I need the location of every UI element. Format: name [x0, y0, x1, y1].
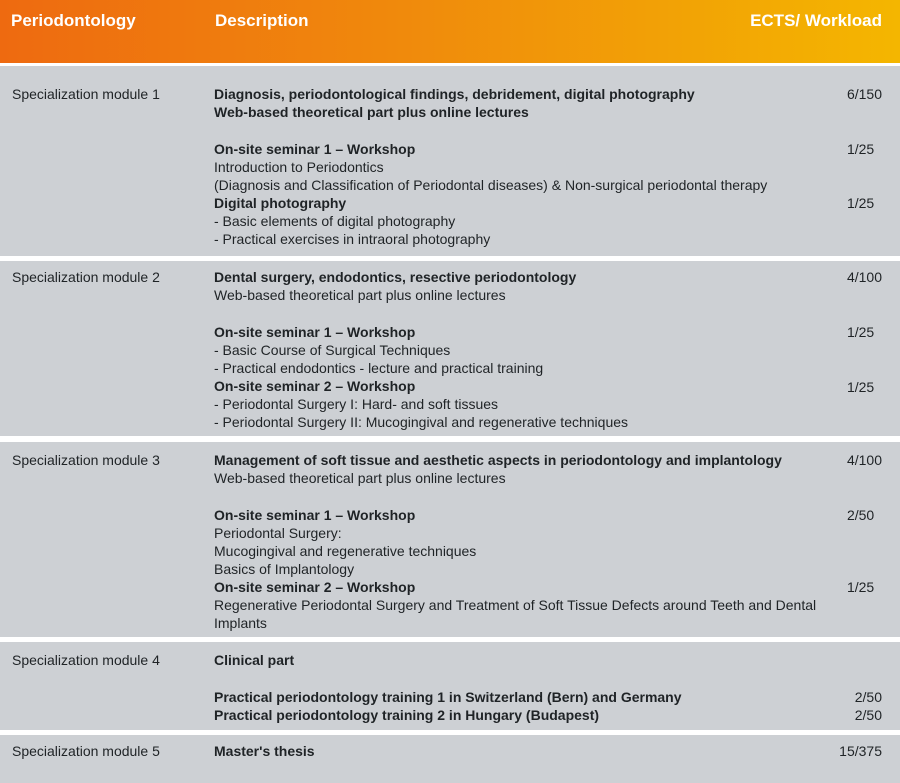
module-row-3: [0, 442, 900, 637]
module-ects: [855, 651, 882, 724]
module-label: Specialization module 3: [12, 452, 160, 468]
module-row-1: [0, 66, 900, 256]
ects-value: 1/25: [846, 141, 875, 157]
module-label: Specialization module 1: [12, 86, 160, 102]
ects-value: 15/375: [839, 743, 882, 759]
ects-value: 1/25: [846, 324, 875, 340]
table-header: [0, 0, 900, 63]
module-ects: [847, 451, 882, 596]
module-description: [214, 651, 824, 724]
ects-value: 4/100: [846, 452, 882, 468]
ects-value: 2/50: [854, 689, 882, 705]
seminar-title: On-site seminar 2 – Workshop: [214, 579, 416, 595]
seminar-line: Periodontal Surgery:: [214, 525, 342, 541]
training-line: Practical periodontology training 1 in Switzerland (Bern) and Germany: [214, 689, 682, 705]
training-line: Practical periodontology training 2 in Hungary (Budapest): [214, 707, 600, 723]
module-row-2: [0, 261, 900, 436]
module-main-subtitle: Web-based theoretical part plus online lectures: [214, 470, 506, 486]
header-description: Description: [215, 11, 309, 30]
module-description: [214, 85, 824, 248]
module-main-subtitle: Web-based theoretical part plus online lectures: [214, 104, 529, 120]
seminar-title: On-site seminar 1 – Workshop: [214, 507, 416, 523]
module-main-title: Diagnosis, periodontological findings, debridement, digital photography: [214, 86, 695, 102]
module-label: Specialization module 5: [12, 743, 160, 759]
ects-value: 6/150: [846, 86, 882, 102]
header-periodontology: Periodontology: [11, 11, 136, 30]
seminar-title: On-site seminar 1 – Workshop: [214, 324, 416, 340]
ects-value: 1/25: [846, 195, 875, 211]
module-main-title: Clinical part: [214, 652, 295, 668]
ects-value: 2/50: [854, 707, 882, 723]
ects-value: 1/25: [846, 379, 875, 395]
seminar-line: - Basic Course of Surgical Techniques: [214, 342, 451, 358]
seminar-line: Introduction to Periodontics: [214, 159, 384, 175]
module-description: [214, 451, 824, 632]
seminar-title: On-site seminar 1 – Workshop: [214, 141, 416, 157]
module-ects: [847, 85, 882, 212]
module-ects: [847, 268, 882, 396]
ects-value: 2/50: [846, 507, 875, 523]
seminar-line: Regenerative Periodontal Surgery and Treatment of Soft Tissue Defects around Teeth and Dental Implants: [214, 597, 817, 631]
module-main-title: Dental surgery, endodontics, resective periodontology: [214, 269, 577, 285]
seminar-title: Digital photography: [214, 195, 347, 211]
module-label: Specialization module 4: [12, 652, 160, 668]
module-main-subtitle: Web-based theoretical part plus online lectures: [214, 287, 506, 303]
seminar-line: - Practical endodontics - lecture and practical training: [214, 360, 544, 376]
module-main-title: Master's thesis: [214, 743, 315, 759]
seminar-line: - Basic elements of digital photography: [214, 213, 456, 229]
module-row-5: [0, 735, 900, 783]
seminar-line: Mucogingival and regenerative techniques: [214, 543, 477, 559]
module-label: Specialization module 2: [12, 269, 160, 285]
header-ects-workload: ECTS/ Workload: [750, 11, 882, 30]
seminar-line: (Diagnosis and Classification of Periodontal diseases) & Non-surgical periodontal therapy: [214, 177, 768, 193]
seminar-line: - Practical exercises in intraoral photography: [214, 231, 491, 247]
seminar-title: On-site seminar 2 – Workshop: [214, 378, 416, 394]
module-main-title: Management of soft tissue and aesthetic aspects in periodontology and implantology: [214, 452, 782, 468]
ects-value: 1/25: [846, 579, 875, 595]
module-row-4: [0, 642, 900, 730]
seminar-line: - Periodontal Surgery II: Mucogingival and regenerative techniques: [214, 414, 629, 430]
module-description: [214, 268, 824, 431]
ects-value: 4/100: [846, 269, 882, 285]
seminar-line: Basics of Implantology: [214, 561, 355, 577]
module-ects: [839, 742, 882, 760]
module-description: [214, 742, 824, 760]
seminar-line: - Periodontal Surgery I: Hard- and soft tissues: [214, 396, 499, 412]
